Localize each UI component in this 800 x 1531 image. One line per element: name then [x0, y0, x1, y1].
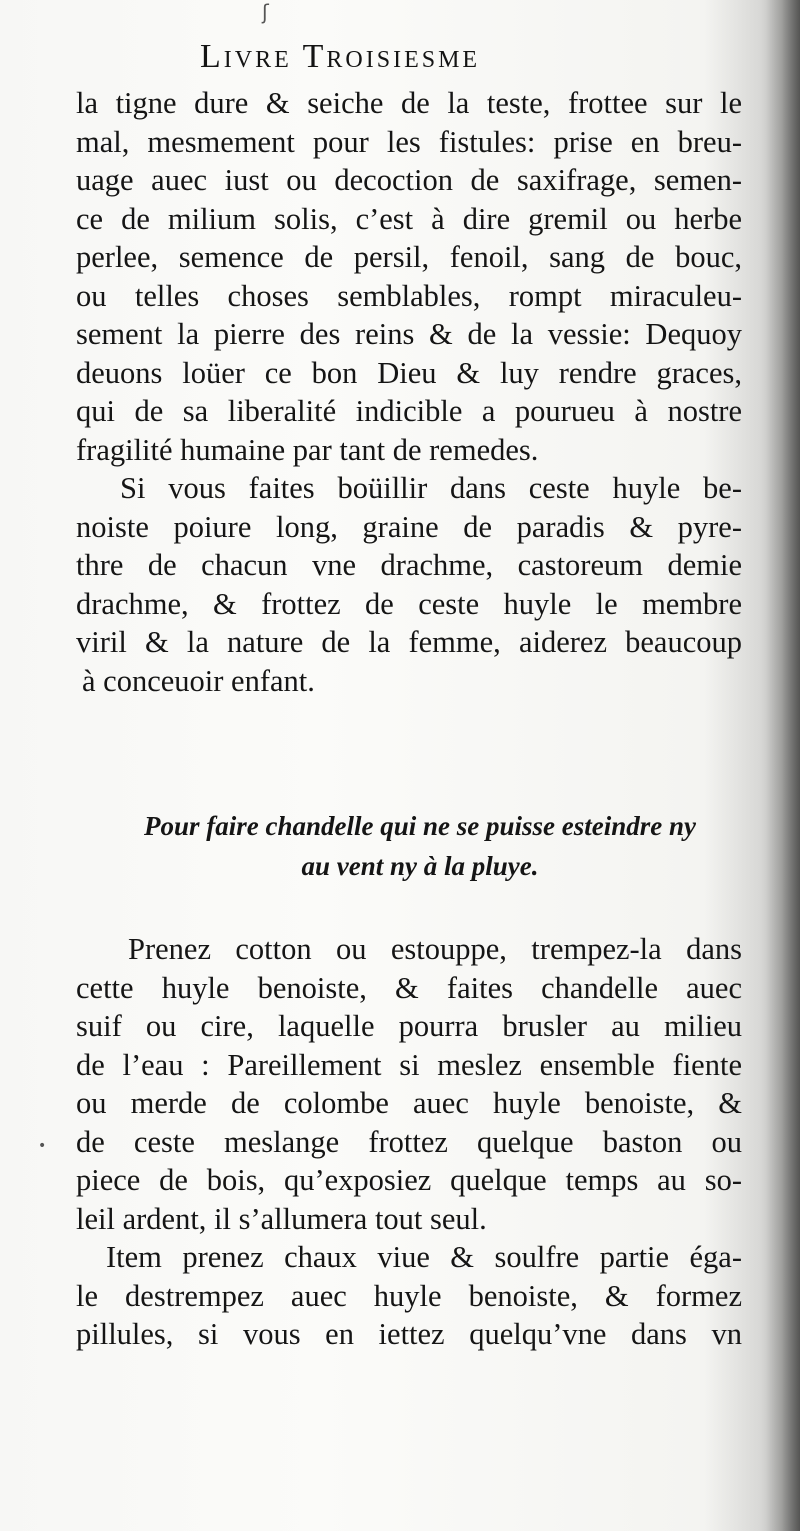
- heading-line: Pour faire chandelle qui ne se puisse esteindre ny: [144, 811, 696, 841]
- text-line: drachme, & frottez de ceste huyle le membre: [76, 586, 742, 621]
- page-edge-shadow: [766, 0, 800, 1531]
- text-line: Si vous faites boüillir dans ceste huyle be-: [120, 471, 742, 505]
- ink-spot: •: [38, 1138, 47, 1154]
- text-line: de l’eau : Pareillement si meslez ensemble fiente: [76, 1047, 742, 1082]
- text-line: piece de bois, qu’exposiez quelque temps au so-: [76, 1163, 742, 1197]
- text-line: ou telles choses semblables, rompt miraculeu-: [76, 278, 742, 313]
- text-line: mal, mesmement pour les fistules: prise en breu-: [76, 124, 742, 159]
- text-line: Item prenez chaux viue & soulfre partie éga-: [106, 1240, 742, 1274]
- text-line: à conceuoir enfant.: [82, 663, 315, 698]
- text-line: cette huyle benoiste, & faites chandelle auec: [76, 970, 742, 1005]
- text-block-2: [76, 930, 742, 1354]
- text-line: fragilité humaine par tant de remedes.: [76, 432, 539, 467]
- text-line: pillules, si vous en iettez quelqu’vne dans vn: [76, 1317, 742, 1351]
- text-block-1: [76, 84, 742, 700]
- heading-line: au vent ny à la pluye.: [301, 851, 539, 881]
- text-line: deuons loüer ce bon Dieu & luy rendre graces,: [76, 355, 742, 390]
- text-line: perlee, semence de persil, fenoil, sang de bouc,: [76, 240, 742, 274]
- text-line: qui de sa liberalité indicible a pourueu à nostre: [76, 394, 742, 428]
- running-head: Livre Troisiesme: [200, 38, 481, 75]
- text-line: uage auec iust ou decoction de saxifrage, semen-: [76, 163, 742, 197]
- text-line: ce de milium solis, c’est à dire gremil ou herbe: [76, 201, 742, 236]
- text-line: le destrempez auec huyle benoiste, & formez: [76, 1278, 742, 1313]
- text-line: ou merde de colombe auec huyle benoiste, &: [76, 1086, 742, 1120]
- text-line: de ceste meslange frottez quelque baston ou: [76, 1124, 742, 1159]
- text-line: suif ou cire, laquelle pourra brusler au milieu: [76, 1009, 742, 1043]
- text-line: sement la pierre des reins & de la vessie: Dequoy: [76, 317, 742, 351]
- text-line: viril & la nature de la femme, aiderez beaucoup: [76, 625, 742, 659]
- text-line: la tigne dure & seiche de la teste, frottee sur le: [76, 86, 742, 120]
- ink-mark: ʃ: [262, 0, 269, 24]
- section-heading: [80, 806, 760, 886]
- text-line: thre de chacun vne drachme, castoreum demie: [76, 548, 742, 582]
- text-line: leil ardent, il s’allumera tout seul.: [76, 1201, 487, 1236]
- text-line: noiste poiure long, graine de paradis & pyre-: [76, 509, 742, 544]
- text-line: Prenez cotton ou estouppe, trempez-la dans: [128, 932, 742, 966]
